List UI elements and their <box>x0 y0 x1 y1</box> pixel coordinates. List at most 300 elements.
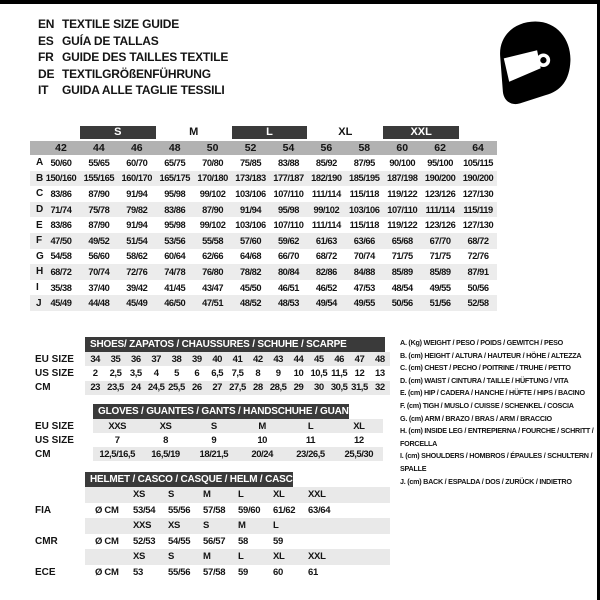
measurement-value: 190/200 <box>424 173 456 184</box>
cell-value: XS <box>159 420 172 432</box>
row-letter: D <box>36 204 44 216</box>
helmet-size-strip <box>85 518 390 534</box>
measurement-value: 54/58 <box>50 251 72 262</box>
cell-value: 10 <box>293 367 304 379</box>
cell-value: 9 <box>275 367 281 379</box>
cell-value: 48 <box>374 353 385 365</box>
measurement-row-b <box>30 171 497 187</box>
size-group-label-l: L <box>232 126 308 139</box>
measurement-value: 63/66 <box>353 235 375 246</box>
cell-value: 46 <box>334 353 344 365</box>
shoes-table <box>30 337 398 395</box>
helmet-value: 61/62 <box>273 504 296 516</box>
cell-value: 3,5 <box>129 367 142 379</box>
helmet-size-row <box>30 549 398 565</box>
measurement-value: 62/66 <box>202 251 224 262</box>
measurement-value: 49/55 <box>429 282 451 293</box>
measurement-value: 67/70 <box>429 235 451 246</box>
cell-value: 28,5 <box>269 382 287 394</box>
measurement-value: 111/114 <box>311 220 341 231</box>
cell-value: 23/26,5 <box>296 448 325 460</box>
size-group-label-xl: XL <box>338 126 353 138</box>
measurement-value: 83/86 <box>50 188 72 199</box>
helmet-table-title: HELMET / CASCO / CASQUE / HELM / CASCO <box>85 472 293 487</box>
cell-value: 27 <box>212 382 222 394</box>
measurement-value: 150/160 <box>45 173 77 184</box>
measurement-value: 99/102 <box>199 188 226 199</box>
measurement-value: 71/75 <box>429 251 451 262</box>
cell-value: S <box>210 420 217 432</box>
size-group-row <box>30 126 497 139</box>
language-code: DE <box>38 66 55 81</box>
cell-value: 28 <box>252 382 263 394</box>
measurement-row-i <box>30 280 497 296</box>
standard-name-cmr: CMR <box>35 535 58 547</box>
cell-value: 4 <box>153 367 159 379</box>
legend-item: H. (cm) INSIDE LEG / ENTREPIERNA / FOURCHE / SCHRITT / FORCELLA <box>400 426 594 448</box>
measurement-value: 51/56 <box>429 298 451 309</box>
measurement-value: 185/195 <box>349 173 380 184</box>
measurement-value: 155/165 <box>83 173 115 184</box>
unit-label: Ø CM <box>95 566 119 578</box>
measurement-value: 49/54 <box>315 298 337 309</box>
cell-value: 34 <box>90 353 100 365</box>
measurement-value: 83/86 <box>164 204 186 215</box>
helmet-value: 60 <box>273 566 283 578</box>
measurement-value: 115/119 <box>463 204 493 215</box>
cell-value: 41 <box>232 353 243 365</box>
cell-value: 27,5 <box>229 382 246 394</box>
measurement-value: 58/62 <box>126 251 148 262</box>
measurement-row-e <box>30 217 497 233</box>
cell-value: 10 <box>257 434 267 446</box>
measurement-value: 83/88 <box>277 157 299 168</box>
measurement-row-g <box>30 249 497 265</box>
measurement-value: 107/110 <box>273 188 304 199</box>
helmet-value: 61 <box>308 566 318 578</box>
size-group-label-m: M <box>189 126 199 138</box>
measurement-value: 119/122 <box>387 188 418 199</box>
cell-value: 43 <box>273 353 283 365</box>
measurement-value: 39/42 <box>126 282 148 293</box>
cell-value: 29 <box>293 382 304 394</box>
size-column-header: 60 <box>396 142 409 154</box>
cell-value: 12 <box>354 367 365 379</box>
measurement-value: 182/190 <box>311 173 342 184</box>
helmet-value: 57/58 <box>203 504 226 516</box>
cell-value: 35 <box>110 353 121 365</box>
measurement-value: 52/58 <box>467 298 489 309</box>
helmet-table-body <box>30 487 398 580</box>
size-column-header: 56 <box>320 142 333 154</box>
measurement-value: 72/76 <box>467 251 489 262</box>
measurement-value: 99/102 <box>313 204 340 215</box>
measurement-value: 57/60 <box>240 235 262 246</box>
helmet-value-row <box>30 565 398 581</box>
helmet-size-label: XXS <box>133 520 152 532</box>
helmet-size-label: M <box>203 551 211 563</box>
measurement-value: 56/60 <box>88 251 110 262</box>
language-row <box>38 66 228 83</box>
cell-value: 7 <box>114 434 120 446</box>
helmet-value: 58 <box>238 535 248 547</box>
legend-item: A. (Kg) WEIGHT / PESO / POIDS / GEWITCH / PESO <box>400 338 564 347</box>
cell-value: 24,5 <box>147 382 165 394</box>
measurement-value: 170/180 <box>197 173 228 184</box>
measurement-value: 85/92 <box>315 157 337 168</box>
measurement-value: 55/58 <box>202 235 224 246</box>
measurement-row-f <box>30 233 497 249</box>
measurement-value: 50/60 <box>50 157 72 168</box>
measurement-value: 70/74 <box>353 251 375 262</box>
measurement-value: 84/88 <box>353 266 375 277</box>
helmet-value: 59 <box>238 566 248 578</box>
legend-item: D. (cm) WAIST / CINTURA / TAILLE / HÜFTUNG / VITA <box>400 375 569 385</box>
cell-value: 31,5 <box>351 382 368 394</box>
size-group-label-xxl: XXL <box>383 126 459 139</box>
measurement-value: 91/94 <box>126 220 148 231</box>
measurement-value: 90/100 <box>389 157 416 168</box>
size-column-header: 46 <box>130 142 143 154</box>
helmet-table <box>30 472 398 580</box>
legend-item: E. (cm) HIP / CADERA / HANCHE / HÜFTE / HIPS / BACINO <box>400 388 585 398</box>
helmet-size-label: XL <box>273 551 285 563</box>
measurement-value: 105/115 <box>463 157 494 168</box>
helmet-size-label: M <box>203 489 211 501</box>
helmet-value: 53 <box>133 566 143 578</box>
cell-value: 11,5 <box>331 367 348 379</box>
cell-value: 26 <box>191 382 202 394</box>
measurement-value: 75/78 <box>88 204 110 215</box>
value-strip <box>85 352 390 366</box>
cell-value: 37 <box>151 353 161 365</box>
measurement-value: 85/89 <box>429 266 451 277</box>
cell-value: L <box>307 420 314 432</box>
measurement-value: 127/130 <box>462 188 494 199</box>
helmet-size-label: XS <box>133 489 146 501</box>
cell-value: 11 <box>305 434 316 446</box>
measurement-value: 47/50 <box>50 235 72 246</box>
cell-value: 30,5 <box>330 382 348 394</box>
measurement-value: 71/74 <box>50 204 72 215</box>
measurement-value: 47/53 <box>353 282 375 293</box>
cell-value: 25,5/30 <box>344 448 374 460</box>
row-label: US SIZE <box>35 434 74 446</box>
measurement-row-d <box>30 202 497 218</box>
measurement-value: 65/75 <box>164 157 186 168</box>
measurement-value: 47/51 <box>202 298 224 309</box>
legend-item: C. (cm) CHEST / PECHO / POITRINE / TRUHE / PETTO <box>400 363 571 373</box>
helmet-value-strip <box>85 534 390 550</box>
cell-value: 10,5 <box>310 367 328 379</box>
helmet-size-label: L <box>238 551 244 563</box>
value-strip <box>85 366 390 380</box>
language-code: FR <box>38 50 54 65</box>
measurement-value: 107/110 <box>273 220 304 231</box>
measurement-value: 123/126 <box>424 220 456 231</box>
cell-value: 5 <box>174 367 179 379</box>
helmet-size-label: S <box>168 489 175 501</box>
measurement-value: 187/198 <box>386 173 418 184</box>
cell-value: 16,5/19 <box>151 448 180 460</box>
row-label: EU SIZE <box>35 420 74 432</box>
top-border <box>0 0 600 4</box>
measurement-value: 45/49 <box>50 298 72 309</box>
row-label: EU SIZE <box>35 353 74 365</box>
legend-item: G. (cm) ARM / BRAZO / BRAS / ARM / BRACCIO <box>400 413 552 423</box>
cell-value: 36 <box>130 353 141 365</box>
measurement-value: 87/90 <box>88 188 110 199</box>
measurement-value: 65/68 <box>391 235 413 246</box>
language-title: GUÍA DE TALLAS <box>62 33 159 48</box>
cell-value: 12 <box>353 434 364 446</box>
language-title: GUIDE DES TAILLES TEXTILE <box>62 50 229 65</box>
helmet-size-strip <box>85 549 390 565</box>
measurement-value: 115/118 <box>349 220 379 231</box>
cell-value: 18/21,5 <box>199 448 229 460</box>
helmet-value: 56/57 <box>203 535 226 547</box>
measurement-value: 46/52 <box>315 282 337 293</box>
cell-value: 24 <box>130 382 141 394</box>
helmet-value: 59 <box>273 535 283 547</box>
size-row <box>30 381 398 395</box>
measurement-value: 111/114 <box>311 188 341 199</box>
measurement-value: 37/40 <box>88 282 110 293</box>
value-strip <box>93 447 383 461</box>
cell-value: 39 <box>191 353 202 365</box>
racing-helmet-icon <box>484 16 574 108</box>
row-letter: J <box>36 297 42 309</box>
measurement-value: 46/51 <box>277 282 299 293</box>
cell-value: 6 <box>194 367 200 379</box>
measurement-value: 115/118 <box>349 188 379 199</box>
cell-value: 20/24 <box>251 448 273 460</box>
cell-value: 30 <box>313 382 324 394</box>
row-letter: I <box>36 282 39 294</box>
measurement-row-c <box>30 186 497 202</box>
helmet-value: 55/56 <box>168 566 191 578</box>
measurement-value: 70/74 <box>88 266 110 277</box>
helmet-value: 53/54 <box>133 504 156 516</box>
legend-item: B. (cm) HEIGHT / ALTURA / HAUTEUR / HÖHE / ALTEZZA <box>400 350 582 360</box>
cell-value: M <box>258 420 266 432</box>
size-column-header: 50 <box>206 142 219 154</box>
cell-value: 38 <box>171 353 182 365</box>
measurement-value: 103/106 <box>349 204 380 215</box>
size-row <box>30 352 398 366</box>
measurement-value: 51/54 <box>126 235 148 246</box>
racing-helmet-svg <box>484 16 574 108</box>
measurement-value: 61/63 <box>315 235 337 246</box>
cell-value: 42 <box>252 353 263 365</box>
cell-value: 8 <box>163 434 168 446</box>
value-strip <box>93 419 383 433</box>
cell-value: 25,5 <box>168 382 185 394</box>
standard-name-ece: ECE <box>35 566 56 578</box>
measurement-value: 95/98 <box>164 188 186 199</box>
measurement-value: 70/80 <box>202 157 224 168</box>
legend-item: J. (cm) BACK / ESPALDA / DOS / ZURÜCK / INDIETRO <box>400 476 572 486</box>
helmet-size-label: S <box>203 520 210 532</box>
cell-value: 2 <box>92 367 98 379</box>
value-strip <box>93 433 383 447</box>
measurement-value: 165/175 <box>159 173 190 184</box>
size-row <box>30 433 398 447</box>
size-row <box>30 447 398 461</box>
shoes-table-title: SHOES/ ZAPATOS / CHAUSSURES / SCHUHE / SCARPE <box>85 337 385 352</box>
language-row <box>38 82 228 99</box>
size-row <box>30 366 398 380</box>
measurement-value: 95/98 <box>277 204 299 215</box>
measurement-value: 53/56 <box>164 235 186 246</box>
language-code: ES <box>38 33 54 48</box>
measurement-value: 95/98 <box>164 220 186 231</box>
language-title: GUIDA ALLE TAGLIE TESSILI <box>62 83 225 98</box>
gloves-table-title: GLOVES / GUANTES / GANTS / HANDSCHUHE / GUANTI <box>93 404 349 419</box>
unit-label: Ø CM <box>95 504 119 516</box>
gloves-table <box>30 404 398 461</box>
cell-value: 40 <box>212 353 222 365</box>
helmet-value: 52/53 <box>133 535 156 547</box>
measurement-value: 79/82 <box>126 204 148 215</box>
measurement-value: 91/94 <box>240 204 262 215</box>
measurement-row-j <box>30 295 497 311</box>
measurement-value: 107/110 <box>387 204 418 215</box>
main-size-table <box>30 126 497 311</box>
helmet-size-label: XL <box>273 489 285 501</box>
measurement-value: 173/183 <box>235 173 266 184</box>
cell-value: 13 <box>374 367 385 379</box>
cell-value: 8 <box>255 367 261 379</box>
measurement-value: 64/68 <box>240 251 262 262</box>
measurement-value: 71/75 <box>391 251 413 262</box>
size-column-header: 64 <box>472 142 484 154</box>
language-row <box>38 49 228 66</box>
row-letter: C <box>36 188 44 200</box>
cell-value: 23 <box>90 382 100 394</box>
standard-name-fia: FIA <box>35 504 52 516</box>
measurement-value: 127/130 <box>462 220 494 231</box>
measurement-value: 74/78 <box>164 266 186 277</box>
measurement-value: 49/52 <box>88 235 110 246</box>
cell-value: 12,5/16,5 <box>99 448 135 460</box>
measurement-value: 48/52 <box>240 298 262 309</box>
measurement-legend <box>400 337 598 488</box>
size-number-row <box>30 141 497 155</box>
helmet-value-strip <box>85 565 390 581</box>
measurement-value: 160/170 <box>121 173 153 184</box>
helmet-value-strip <box>85 503 390 519</box>
legend-item: I. (cm) SHOULDERS / HOMBROS / ÉPAULES / SCHULTERN / SPALLE <box>400 451 593 473</box>
measurement-value: 45/49 <box>126 298 148 309</box>
helmet-value-row <box>30 534 398 550</box>
shoes-table-body <box>30 352 398 395</box>
measurement-value: 78/82 <box>240 266 262 277</box>
helmet-size-label: L <box>238 489 244 501</box>
language-title-block <box>38 16 228 99</box>
gloves-table-body <box>30 419 398 461</box>
measurement-value: 103/106 <box>235 188 266 199</box>
cell-value: 23,5 <box>107 382 124 394</box>
size-column-header: 44 <box>93 142 105 154</box>
language-code: IT <box>38 83 49 98</box>
size-column-header: 52 <box>244 142 257 154</box>
measurement-value: 87/90 <box>88 220 110 231</box>
row-letter: E <box>36 219 43 231</box>
measurement-value: 111/114 <box>425 204 455 215</box>
cell-value: 32 <box>374 382 385 394</box>
cell-value: 47 <box>354 353 365 365</box>
cell-value: 45 <box>313 353 324 365</box>
cell-value: 7,5 <box>231 367 244 379</box>
measurement-value: 45/50 <box>240 282 262 293</box>
measurement-value: 119/122 <box>387 220 418 231</box>
row-letter: B <box>36 172 44 184</box>
measurement-value: 59/62 <box>277 235 299 246</box>
helmet-value: 57/58 <box>203 566 226 578</box>
row-letter: F <box>36 235 43 247</box>
helmet-size-label: XS <box>168 520 181 532</box>
size-column-header: 58 <box>358 142 371 154</box>
cell-value: XL <box>353 420 365 432</box>
language-title: TEXTILGRÖßENFÜHRUNG <box>62 66 211 81</box>
measurement-value: 48/54 <box>391 282 413 293</box>
legend-item: F. (cm) TIGH / MUSLO / CUISSE / SCHENKEL / COSCIA <box>400 400 574 410</box>
measurement-value: 75/85 <box>240 157 262 168</box>
measurement-value: 99/102 <box>199 220 226 231</box>
helmet-size-strip <box>85 487 390 503</box>
row-letter: H <box>36 266 44 278</box>
size-row <box>30 419 398 433</box>
row-letter: G <box>36 250 44 262</box>
measurement-value: 95/100 <box>427 157 453 168</box>
helmet-value: 63/64 <box>308 504 331 516</box>
measurement-value: 50/56 <box>467 282 489 293</box>
measurement-value: 66/70 <box>277 251 299 262</box>
measurement-value: 68/72 <box>315 251 337 262</box>
cell-value: XXS <box>108 420 126 432</box>
value-strip <box>85 381 390 395</box>
row-label: CM <box>35 382 51 394</box>
measurement-value: 80/84 <box>277 266 299 277</box>
measurement-value: 87/90 <box>202 204 224 215</box>
measurement-value: 55/65 <box>88 157 110 168</box>
helmet-size-label: M <box>238 520 246 532</box>
measurement-value: 48/53 <box>277 298 299 309</box>
measurement-row-h <box>30 264 497 280</box>
helmet-size-label: L <box>273 520 279 532</box>
measurement-value: 50/56 <box>391 298 413 309</box>
row-label: US SIZE <box>35 367 74 379</box>
measurement-value: 41/45 <box>164 282 186 293</box>
helmet-size-label: S <box>168 551 175 563</box>
helmet-size-label: XS <box>133 551 146 563</box>
size-column-header: 62 <box>434 142 446 154</box>
size-column-header: 54 <box>282 142 295 154</box>
measurement-value: 44/48 <box>88 298 110 309</box>
measurement-value: 103/106 <box>235 220 266 231</box>
measurement-value: 46/50 <box>164 298 186 309</box>
measurement-value: 123/126 <box>424 188 456 199</box>
measurement-value: 82/86 <box>315 266 337 277</box>
helmet-size-row <box>30 518 398 534</box>
helmet-value: 55/56 <box>168 504 191 516</box>
cell-value: 2,5 <box>109 367 122 379</box>
measurement-value: 87/95 <box>353 157 375 168</box>
measurement-value: 85/89 <box>391 266 413 277</box>
size-group-label-s: S <box>80 126 156 139</box>
size-group-spacer <box>30 126 80 139</box>
